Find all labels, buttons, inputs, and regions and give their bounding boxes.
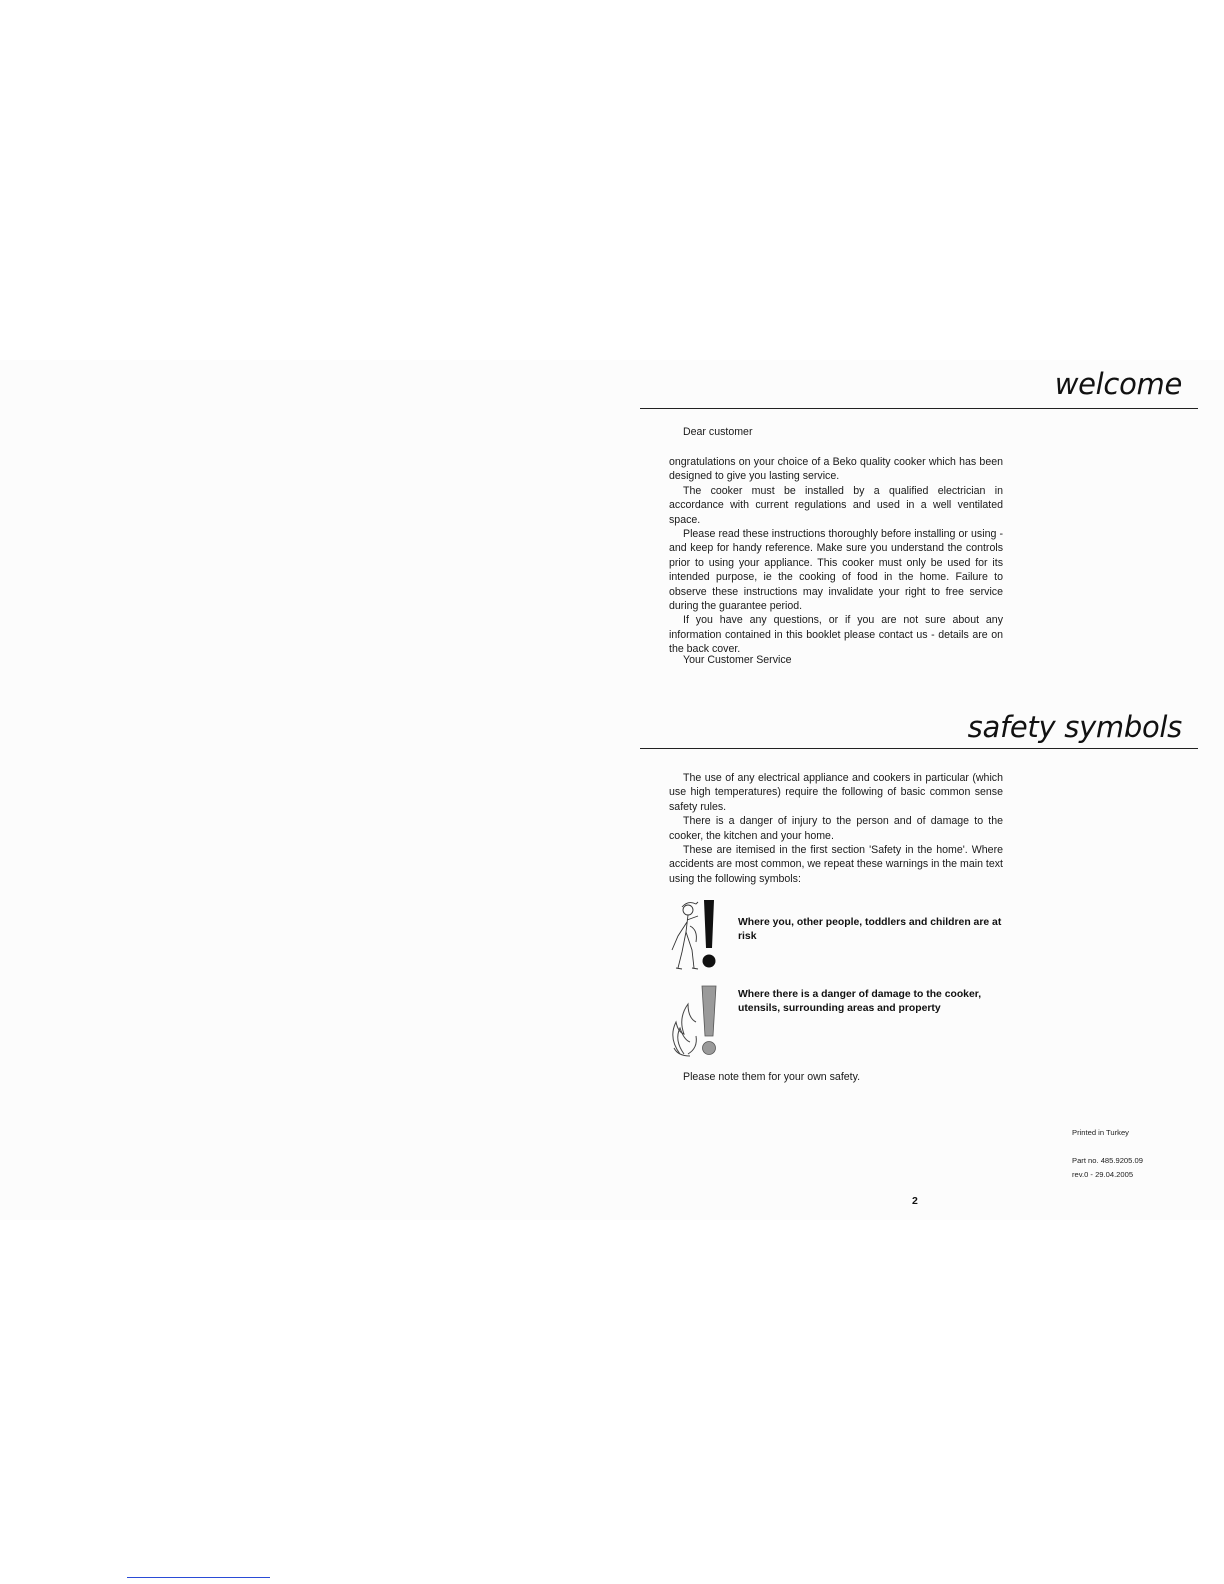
person-warning-icon <box>668 896 728 972</box>
footnote-rule <box>127 1577 270 1578</box>
safety-rule <box>640 748 1198 749</box>
welcome-paragraph: ongratulations on your choice of a Beko quality cooker which has been designed to give you lasting service. <box>669 456 1003 483</box>
safety-paragraph: The use of any electrical appliance and cookers in particular (which use high temperatures) require the following of basic common sense safety rules. <box>669 772 1003 813</box>
welcome-body <box>669 455 1003 657</box>
symbol-text-property: Where there is a danger of damage to the cooker, utensils, surrounding areas and property <box>738 989 982 1015</box>
revision: rev.0 - 29.04.2005 <box>1072 1170 1134 1179</box>
safety-heading: safety symbols <box>967 710 1182 744</box>
part-number: Part no. 485.9205.09 <box>1072 1156 1143 1165</box>
scanned-page-area <box>0 360 1224 1220</box>
welcome-heading: welcome <box>1054 367 1182 401</box>
welcome-paragraph: If you have any questions, or if you are not sure about any information contained in this booklet please contact us - details are on the back cover. <box>669 614 1003 656</box>
salutation: Dear customer <box>683 426 753 438</box>
symbol-text-people: Where you, other people, toddlers and children are at risk <box>738 917 1002 943</box>
welcome-paragraph: The cooker must be installed by a qualified electrician in accordance with current regulations and used in a well ventilated space. <box>669 484 1003 526</box>
signoff: Your Customer Service <box>683 654 792 666</box>
safety-paragraph: These are itemised in the first section 'Safety in the home'. Where accidents are most common, we repeat these warnings in the main text using the following symbols: <box>669 844 1003 885</box>
welcome-paragraph: Please read these instructions thoroughly before installing or using - and keep for handy reference. Make sure you understand the controls prior to using your appliance. This cooker must only be used for its intended purpose, ie the cooking of food in the home. Failure to observe these instructions may invalidate your right to free service during the guarantee period. <box>669 528 1003 613</box>
printed-in: Printed in Turkey <box>1072 1128 1129 1137</box>
safety-paragraph: There is a danger of injury to the person and of damage to the cooker, the kitchen and your home. <box>669 815 1003 842</box>
fire-warning-icon <box>668 982 728 1058</box>
safety-note: Please note them for your own safety. <box>683 1071 861 1083</box>
safety-body <box>669 771 1003 886</box>
page-number: 2 <box>912 1195 918 1207</box>
welcome-rule <box>640 408 1198 409</box>
